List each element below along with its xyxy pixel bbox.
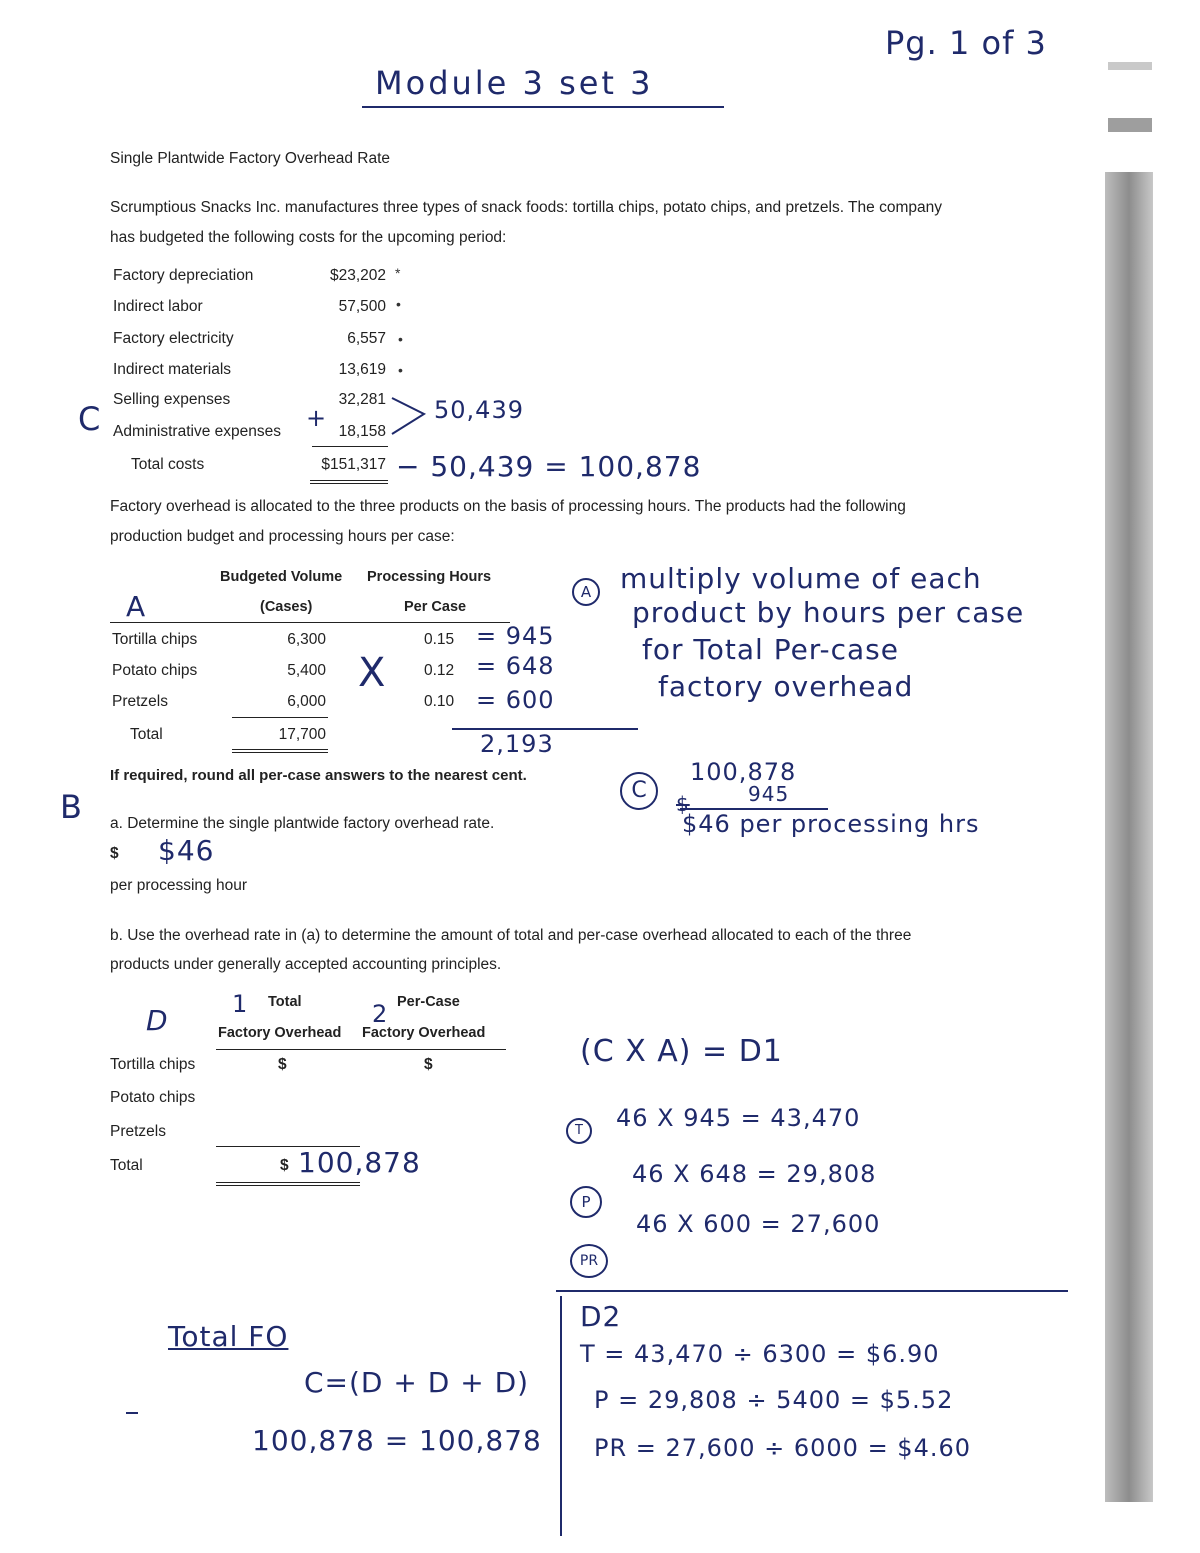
d-col2-number: 2 [372, 1000, 389, 1028]
cost-label: Factory electricity [113, 330, 234, 347]
col1-head-bottom: Factory Overhead [218, 1025, 342, 1041]
cost-label: Administrative expenses [113, 423, 281, 440]
label-a: A [126, 590, 147, 623]
row-product: Potato chips [112, 662, 198, 679]
cost-label: Indirect materials [113, 361, 232, 378]
intro-line-1: Scrumptious Snacks Inc. manufactures three types of snack foods: tortilla chips, potato chips, and pretzels. The company [110, 199, 942, 216]
cost-value: 18,158 [338, 423, 386, 440]
cost-value: 32,281 [338, 391, 386, 408]
cost-value: 6,557 [347, 330, 386, 347]
question-a-prompt: a. Determine the single plantwide factory overhead rate. [110, 815, 495, 832]
d2-title: D2 [580, 1300, 622, 1333]
calc-potato: 46 X 648 = 29,808 [632, 1160, 877, 1188]
row-cases: 6,000 [287, 693, 326, 710]
round-note: If required, round all per-case answers to the nearest cent. [110, 767, 527, 784]
check-dot: * [395, 265, 401, 281]
overhead-total-label: Total [110, 1157, 143, 1174]
check-dot: • [398, 331, 403, 347]
c-calc-result: $46 per processing hrs [682, 810, 980, 838]
col2-head-bottom: Factory Overhead [362, 1025, 486, 1041]
cost-value: 57,500 [338, 298, 386, 315]
question-b-line-1: b. Use the overhead rate in (a) to determine the amount of total and per-case overhead allocated to each of the three [110, 927, 912, 944]
d2-line-potato: P = 29,808 ÷ 5400 = $5.52 [594, 1386, 954, 1414]
allocation-line-2: production budget and processing hours per case: [110, 528, 455, 545]
overhead-total-double-rule [216, 1182, 360, 1186]
hours-result-tortilla: = 945 [476, 622, 555, 650]
note-line: product by hours per case [632, 596, 1025, 629]
calc-pr-mark [570, 1244, 608, 1278]
hours-result-pretzels: = 600 [476, 686, 555, 714]
production-total-label: Total [130, 726, 163, 743]
answer-a-dollar: $ [110, 845, 119, 862]
title-underline [362, 106, 724, 108]
row-cases: 5,400 [287, 662, 326, 679]
cost-value: 13,619 [338, 361, 386, 378]
note-line: for Total Per-case [642, 633, 899, 666]
calc-pr-circle: PR [570, 1244, 608, 1278]
cost-label: Selling expenses [113, 391, 231, 408]
c-calc-strike: $ [676, 792, 690, 816]
overhead-dollar-col1: $ [278, 1056, 287, 1073]
label-c: C [78, 400, 102, 438]
plus-mark: + [306, 404, 328, 432]
calc-pretzels: 46 X 600 = 27,600 [636, 1210, 881, 1238]
hours-total: 2,193 [480, 730, 554, 758]
col2-head-top: Per-Case [397, 994, 460, 1010]
note-line: multiply volume of each [620, 562, 982, 595]
col-sub-volume: (Cases) [260, 599, 313, 615]
bracket-mark [390, 394, 430, 438]
check-dot: • [398, 362, 403, 378]
production-total-cases: 17,700 [278, 726, 326, 743]
total-fo-title: Total FO [168, 1320, 289, 1353]
label-b: B [60, 788, 83, 826]
calc-p-mark [570, 1186, 602, 1218]
page-number: Pg. 1 of 3 [885, 24, 1047, 62]
cost-label: Indirect labor [113, 298, 203, 315]
c-calc-circle [620, 772, 658, 810]
overhead-header-rule [216, 1049, 506, 1050]
d2-line-tortilla: T = 43,470 ÷ 6300 = $6.90 [580, 1340, 940, 1368]
multiply-x-mark: X [358, 650, 386, 696]
calc-t-circle: T [566, 1118, 592, 1144]
hours-result-potato: = 648 [476, 652, 555, 680]
calc-p-circle: P [570, 1186, 602, 1218]
table-header-rule [110, 622, 510, 623]
row-product: Pretzels [112, 693, 168, 710]
cost-value: $23,202 [329, 267, 386, 284]
stray-dash [126, 1412, 138, 1414]
scan-edge-top [1108, 62, 1152, 70]
cases-subtotal-rule [232, 717, 328, 718]
row-cases: 6,300 [287, 631, 326, 648]
costs-subtotal-rule [312, 446, 388, 447]
formula-d1: (C X A) = D1 [580, 1034, 783, 1069]
total-fo-formula: C=(D + D + D) [304, 1366, 530, 1399]
allocation-line-1: Factory overhead is allocated to the three products on the basis of processing hours. The products had the following [110, 498, 906, 515]
calc-t-mark [566, 1118, 592, 1144]
row-hours: 0.15 [424, 631, 455, 648]
scan-edge-bar [1105, 172, 1153, 1502]
d2-box-top [556, 1290, 1068, 1292]
answer-a-value: $46 [158, 834, 215, 867]
question-b-line-2: products under generally accepted accounting principles. [110, 956, 502, 973]
scan-edge-mark [1108, 118, 1152, 132]
c-calc-numerator: 100,878 [690, 758, 797, 786]
col-head-volume: Budgeted Volume [220, 569, 343, 585]
row-hours: 0.12 [424, 662, 455, 679]
col1-head-top: Total [268, 994, 302, 1010]
col-sub-hours: Per Case [404, 599, 467, 615]
cost-label: Factory depreciation [113, 267, 254, 284]
c-calc-denominator: 945 [748, 782, 790, 806]
row-product: Tortilla chips [112, 631, 198, 648]
page-title: Module 3 set 3 [375, 64, 654, 102]
answer-a-unit: per processing hour [110, 877, 247, 894]
overhead-dollar-col2: $ [424, 1056, 433, 1073]
cases-total-double-rule [232, 749, 328, 753]
overhead-row-label: Pretzels [110, 1123, 166, 1140]
note-number [572, 578, 600, 606]
costs-total-label: Total costs [131, 456, 205, 473]
d2-line-pretzels: PR = 27,600 ÷ 6000 = $4.60 [594, 1434, 972, 1462]
intro-line-2: has budgeted the following costs for the upcoming period: [110, 229, 507, 246]
overhead-row-label: Tortilla chips [110, 1056, 196, 1073]
row-hours: 0.10 [424, 693, 455, 710]
check-dot: • [396, 296, 401, 312]
costs-total-double-rule [310, 480, 388, 484]
total-fo-check: 100,878 = 100,878 [252, 1424, 542, 1457]
label-d: D [146, 1004, 169, 1037]
d-col1-number: 1 [232, 990, 249, 1018]
note-number-circle: A [572, 578, 600, 606]
section-title: Single Plantwide Factory Overhead Rate [110, 150, 391, 167]
calc-tortilla: 46 X 945 = 43,470 [616, 1104, 861, 1132]
d2-box-left [560, 1296, 562, 1536]
overhead-total-dollar: $ [280, 1157, 289, 1174]
sum-selling-admin: 50,439 [434, 396, 524, 424]
col-head-hours: Processing Hours [367, 569, 492, 585]
c-circle-label: C [620, 772, 658, 810]
costs-total-value: $151,317 [321, 456, 386, 473]
note-line: factory overhead [658, 670, 914, 703]
total-costs-calc: − 50,439 = 100,878 [396, 450, 702, 483]
overhead-row-label: Potato chips [110, 1089, 196, 1106]
overhead-total-value: 100,878 [298, 1146, 421, 1179]
